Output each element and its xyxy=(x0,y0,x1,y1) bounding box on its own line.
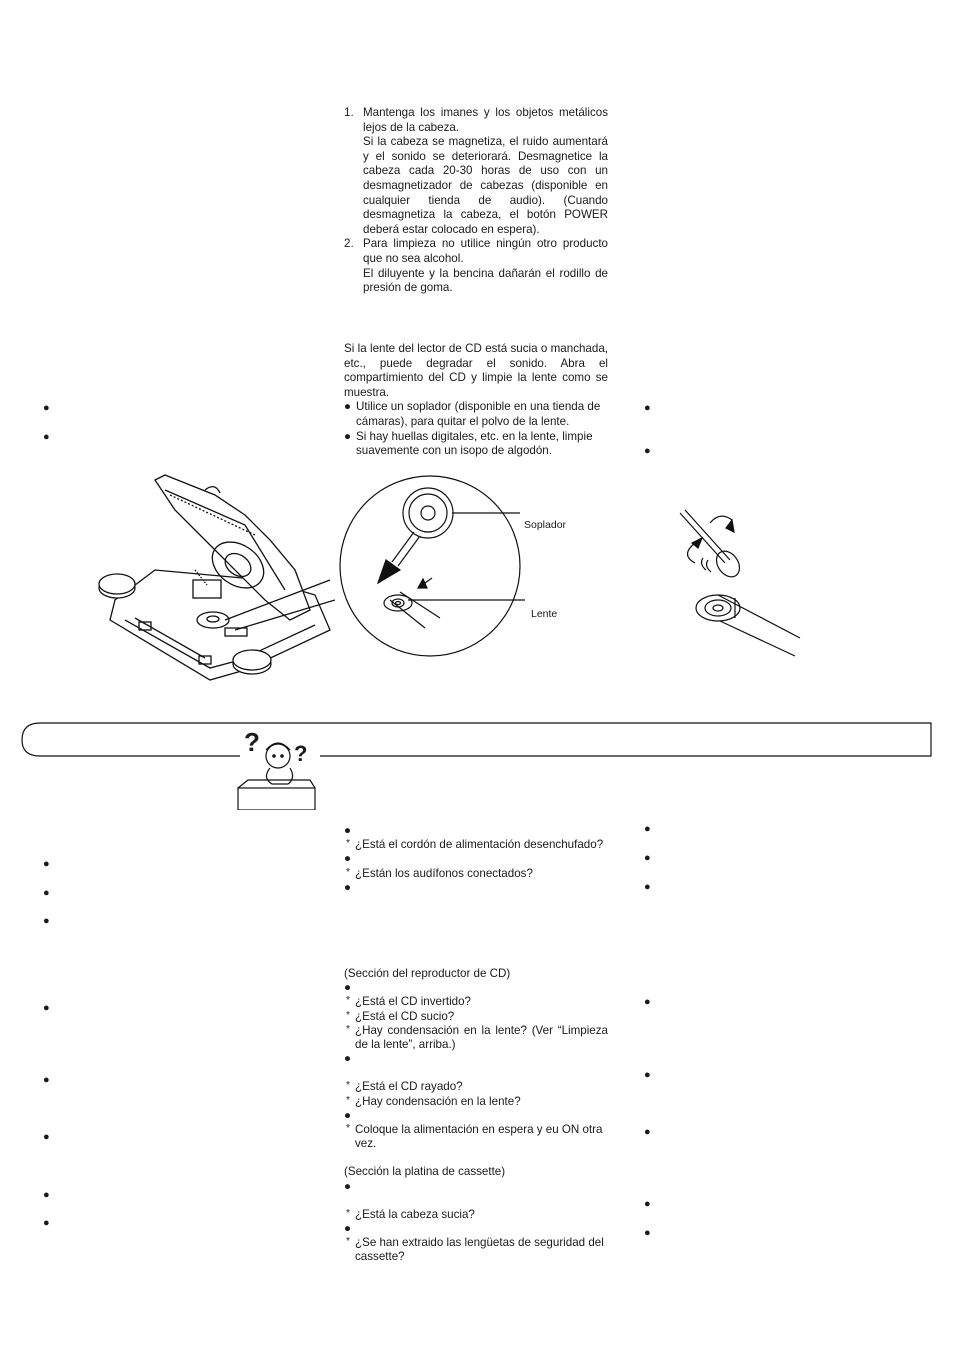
cd-compartment-illustration xyxy=(95,470,335,690)
bullet-mark: ● xyxy=(644,852,651,864)
cd-section-heading: (Sección del reproductor de CD) xyxy=(344,967,511,981)
check-lens-condensation: * ¿Hay condensación en la lente? (Ver “Limpieza de la lente”, arriba.) xyxy=(346,1023,608,1052)
bullet-mark: ● xyxy=(644,1227,651,1239)
bullet-mark: ● xyxy=(644,1069,651,1081)
bullet-mark: ● xyxy=(644,1126,651,1138)
lens-label: Lente xyxy=(531,608,558,620)
lens-magnified-view xyxy=(330,468,870,668)
note-item-1: 1. Mantenga los imanes y los objetos metálicos lejos de la cabeza. Si la cabeza se magnetiza, el ruido aumentará y el sonido se deteriorará. Desmagnetice la cabeza cada 20-30 horas de uso con un desmagnetizador de cabezas (disponible en cualquier tienda de audio). (Cuando desmagnetiza la cabeza, el botón POWER deberá estar colocado en espera). xyxy=(344,106,608,236)
bullet-mark: ● xyxy=(43,887,50,899)
check-cd-scratched: * ¿Está el CD rayado? xyxy=(346,1080,463,1094)
note-item-2: 2. Para limpieza no utilice ningún otro producto que no sea alcohol. El diluyente y la bencina dañarán el rodillo de presión de goma. xyxy=(344,237,608,295)
bullet-mark: ● xyxy=(43,402,50,414)
blower-label: Soplador xyxy=(524,519,567,531)
question-mark-icon: ? xyxy=(244,727,260,757)
cassette-section-heading: (Sección la platina de cassette) xyxy=(344,1165,506,1179)
check-cd-inverted: * ¿Está el CD invertido? xyxy=(346,995,471,1009)
note-1-line-1: Mantenga los imanes y los objetos metálicos lejos de la cabeza. xyxy=(363,106,608,134)
bullet-mark: ● xyxy=(644,996,651,1008)
note-2-line-1: Para limpieza no utilice ningún otro producto que no sea alcohol. xyxy=(363,237,608,265)
bullet-mark: ● xyxy=(644,881,651,893)
bullet-mark: ● xyxy=(43,1189,50,1201)
lens-intro: Si la lente del lector de CD está sucia o manchada, etc., puede degradar el sonido. Abra el compartimiento del CD y limpie la lente como se muestra. xyxy=(344,342,608,399)
lens-bullet-1: ● Utilice un soplador (disponible en una tienda de cámaras), para quitar el polvo de la lente. xyxy=(344,400,601,428)
bullet-mark: ● xyxy=(43,915,50,927)
check-head-dirty: * ¿Está la cabeza sucia? xyxy=(346,1207,475,1221)
bullet-row: ● xyxy=(344,1108,352,1122)
troubleshooting-checks xyxy=(344,824,608,1265)
check-headphones: * ¿Están los audífonos conectados? xyxy=(346,866,533,880)
bullet-row: ● xyxy=(344,1179,352,1193)
question-mark-icon: ? xyxy=(294,741,308,766)
bullet-row: ● xyxy=(344,852,352,866)
lens-cleaning-text xyxy=(344,342,608,459)
bullet-mark: ● xyxy=(644,445,651,457)
bullet-mark: ● xyxy=(43,1131,50,1143)
bullet-row: ● xyxy=(344,824,352,837)
bullet-row: ● xyxy=(344,1222,352,1236)
check-cd-dirty: * ¿Está el CD sucio? xyxy=(346,1009,455,1023)
bullet-mark: ● xyxy=(43,1217,50,1229)
note-1-line-2: Si la cabeza se magnetiza, el ruido aumentará y el sonido se deteriorará. Desmagnetice la cabeza cada 20-30 horas de uso con un desmagnetizador de cabezas (disponible en cualquier tienda de audio). (Cuando desmagnetiza la cabeza, el botón POWER deberá estar colocado en espera). xyxy=(363,135,608,236)
bullet-row: ● xyxy=(344,880,352,894)
bullet-mark: ● xyxy=(43,1002,50,1014)
bullet-mark: ● xyxy=(644,402,651,414)
bullet-mark: ● xyxy=(43,1074,50,1086)
bullet-row: ● xyxy=(344,1052,352,1066)
check-condensation: * ¿Hay condensación en la lente? xyxy=(346,1094,521,1108)
bullet-mark: ● xyxy=(43,431,50,443)
head-care-notes xyxy=(344,106,608,296)
check-power-cord: * ¿Está el cordón de alimentación desenchufado? xyxy=(346,838,604,852)
lens-bullet-2: ● Si hay huellas digitales, etc. en la lente, limpie suavemente con un isopo de algodón. xyxy=(344,429,593,458)
check-power-cycle: * Coloque la alimentación en espera y eu ON otra vez. xyxy=(346,1123,603,1151)
bullet-mark: ● xyxy=(43,858,50,870)
bullet-mark: ● xyxy=(644,823,651,835)
section-header-bar xyxy=(20,720,934,810)
check-safety-tabs: * ¿Se han extraido las lengüetas de seguridad del cassette? xyxy=(346,1236,604,1264)
note-2-line-2: El diluyente y la bencina dañarán el rodillo de presión de goma. xyxy=(363,266,608,295)
bullet-mark: ● xyxy=(644,1198,651,1210)
bullet-row: ● xyxy=(344,981,352,995)
